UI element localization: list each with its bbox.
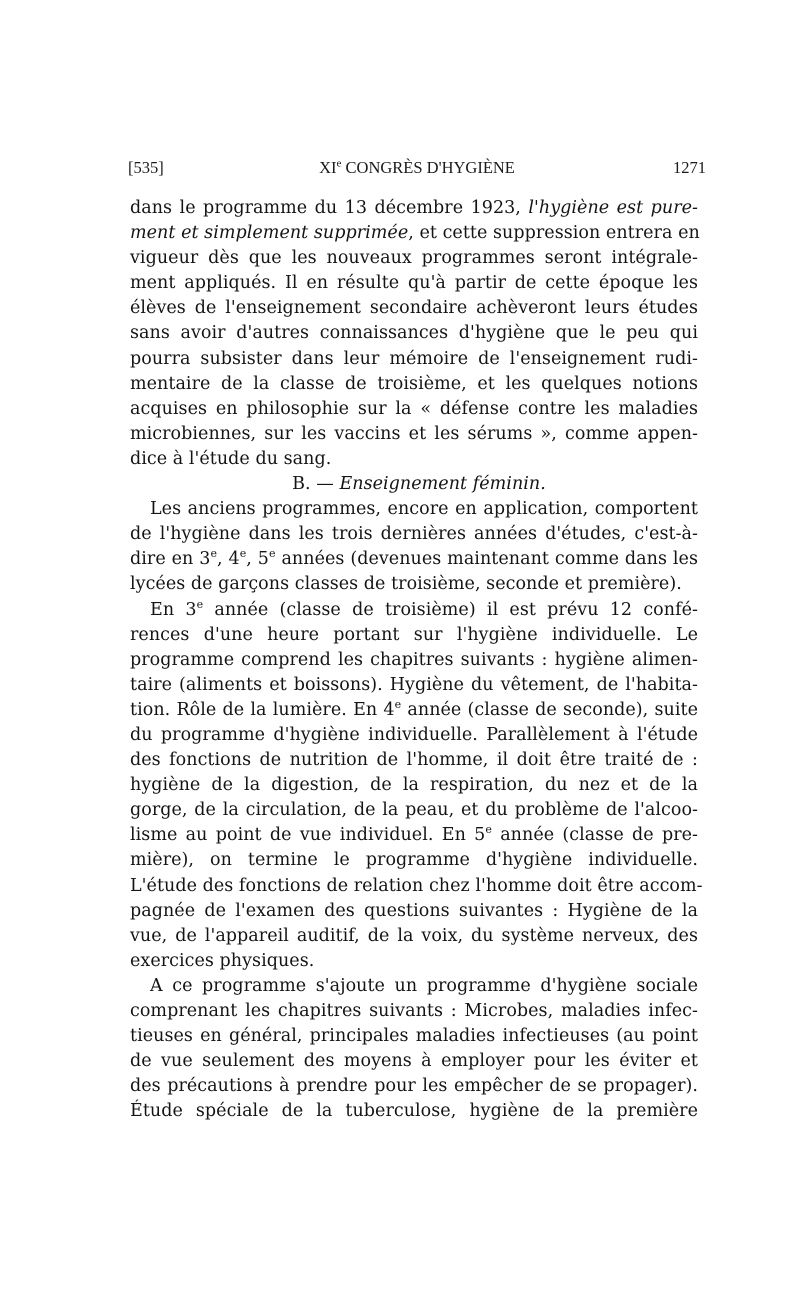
- text-line: comprenant les chapitres suivants : Microbes, maladies infec-: [130, 1001, 698, 1021]
- text-line: taire (aliments et boissons). Hygiène du vêtement, de l'habita-: [130, 674, 698, 695]
- text-line: de vue seulement des moyens à employer pour les éviter et: [130, 1051, 698, 1072]
- text-line: dire en 3e, 4e, 5e années (devenues maintenant comme dans les: [130, 547, 698, 570]
- text-line: rences d'une heure portant sur l'hygiène individuelle. Le: [130, 624, 698, 645]
- text-line: du programme d'hygiène individuelle. Parallèlement à l'étude: [130, 724, 698, 745]
- text-line: En 3e année (classe de troisième) il est prévu 12 confé-: [150, 597, 698, 620]
- text-line: exercices physiques.: [130, 950, 315, 971]
- text-line: vigueur dès que les nouveaux programmes seront intégrale-: [130, 248, 698, 269]
- text-line: pagnée de l'examen des questions suivantes : Hygiène de la: [130, 900, 698, 921]
- running-title: [128, 158, 706, 178]
- text-line: ment et simplement supprimée, et cette suppression entrera en: [130, 223, 700, 244]
- text-line: mière), on termine le programme d'hygiène individuelle.: [130, 850, 698, 871]
- running-header: [128, 158, 706, 180]
- text-line: pourra subsister dans leur mémoire de l'enseignement rudi-: [130, 348, 698, 369]
- text-line: de l'hygiène dans les trois dernières années d'études, c'est-à-: [130, 524, 698, 545]
- text-line: mentaire de la classe de troisième, et les quelques notions: [130, 373, 698, 394]
- text-line: Étude spéciale de la tuberculose, hygiène de la première: [130, 1101, 698, 1122]
- text-line: dice à l'étude du sang.: [130, 448, 332, 469]
- page-reference: [535]: [128, 158, 164, 177]
- text-line: Les anciens programmes, encore en application, comportent: [150, 499, 698, 520]
- text-line: dans le programme du 13 décembre 1923, l'hygiène est pure-: [130, 198, 698, 218]
- text-line: élèves de l'enseignement secondaire achèveront leurs études: [130, 298, 698, 319]
- paragraph-continued: [130, 196, 698, 472]
- text-line: vue, de l'appareil auditif, de la voix, du système nerveux, des: [130, 925, 698, 946]
- section-heading: [130, 472, 698, 497]
- text-line: des précautions à prendre pour les empêcher de se propager).: [130, 1076, 698, 1097]
- section-letter: B. —: [292, 474, 340, 495]
- running-title-text: CONGRÈS D'HYGIÈNE: [341, 158, 515, 177]
- text-line: L'étude des fonctions de relation chez l'homme doit être accom-: [130, 875, 703, 896]
- text-line: lisme au point de vue individuel. En 5e année (classe de pre-: [130, 823, 698, 846]
- emphasis: ment et simplement supprimée: [130, 223, 409, 244]
- text-line: des fonctions de nutrition de l'homme, il doit être traité de :: [130, 750, 698, 771]
- page-number: 1271: [673, 158, 706, 177]
- text-line: ment appliqués. Il en résulte qu'à partir de cette époque les: [130, 273, 698, 294]
- text-line: microbiennes, sur les vaccins et les sérums », comme appen-: [130, 423, 698, 444]
- section-title: Enseignement féminin.: [339, 474, 546, 495]
- paragraph: [130, 597, 703, 974]
- body-text: [130, 196, 703, 1124]
- text-line: acquises en philosophie sur la « défense contre les maladies: [130, 398, 698, 419]
- text-line: hygiène de la digestion, de la respiration, du nez et de la: [130, 775, 698, 796]
- running-title-number: XI: [319, 158, 337, 177]
- text-line: tion. Rôle de la lumière. En 4e année (classe de seconde), suite: [130, 698, 698, 720]
- text-line: tieuses en général, principales maladies infectieuses (au point: [130, 1026, 698, 1047]
- text-line: gorge, de la circulation, de la peau, et du problème de l'alcoo-: [130, 800, 698, 821]
- paragraph: [130, 497, 698, 597]
- emphasis: l'hygiène est pure-: [528, 198, 698, 218]
- text-line: programme comprend les chapitres suivants : hygiène alimen-: [130, 649, 698, 670]
- paragraph: [130, 974, 698, 1125]
- text-line: lycées de garçons classes de troisième, seconde et première).: [130, 574, 682, 595]
- text-line: sans avoir d'autres connaissances d'hygiène que le peu qui: [130, 323, 698, 344]
- running-title-superscript: e: [336, 157, 342, 170]
- text-line: A ce programme s'ajoute un programme d'hygiène sociale: [150, 975, 698, 996]
